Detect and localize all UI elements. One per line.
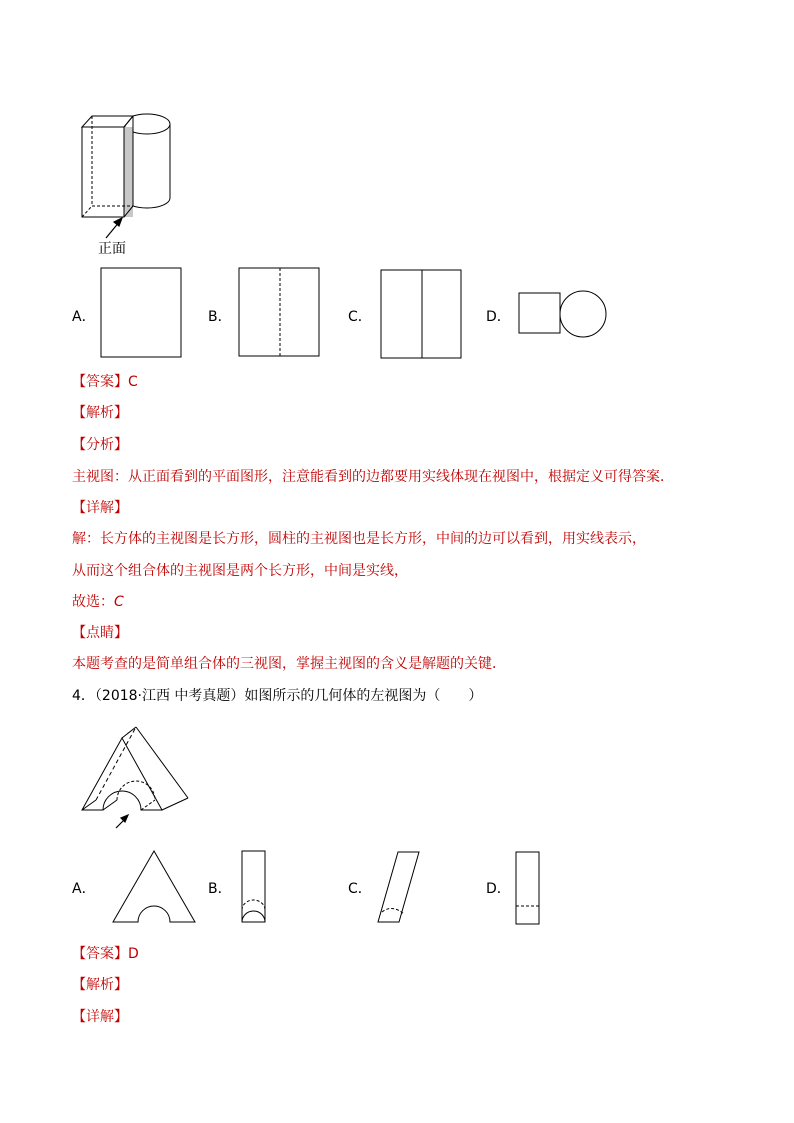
q4-jiexi-tag: 【解析】 (72, 977, 128, 993)
q3-option-a-label: A． (72, 309, 96, 325)
q3-option-b-label: B． (208, 309, 232, 325)
q3-choose-value: C (114, 594, 124, 610)
q4-option-c-parallelogram (378, 852, 419, 922)
q4-option-a-arch-triangle (113, 851, 195, 922)
q3-solution-line2: 从而这个组合体的主视图是两个长方形，中间是实线， (72, 563, 408, 579)
q4-option-b-rect-arc (242, 851, 265, 922)
q3-fenxi-tag: 【分析】 (72, 437, 128, 453)
q4-option-d-label: D． (486, 881, 511, 897)
q3-option-d-label: D． (486, 309, 511, 325)
q3-answer-tag: 【答案】 (72, 374, 128, 390)
q3-jiexi-tag: 【解析】 (72, 405, 128, 421)
q3-dianjing-text: 本题考查的是简单组合体的三视图，掌握主视图的含义是解题的关键． (72, 656, 506, 672)
q3-choose-prefix: 故选： (72, 594, 114, 610)
q3-option-c-label: C． (348, 309, 372, 325)
q4-option-a-label: A． (72, 881, 96, 897)
q3-fenxi-text: 主视图：从正面看到的平面图形，注意能看到的边都要用实线体现在视图中，根据定义可得答案． (72, 469, 674, 485)
q3-xiangjie-tag: 【详解】 (72, 500, 128, 516)
q4-question: 4．（2018·江西 中考真题）如图所示的几何体的左视图为（ ） (72, 688, 483, 704)
q4-answer-value: D (128, 946, 139, 962)
q4-option-d-rect-dashed (516, 852, 539, 924)
front-label: 正面 (98, 241, 126, 257)
q3-dianjing-tag: 【点睛】 (72, 625, 128, 641)
q4-answer-line (72, 945, 139, 963)
q4-option-b-label: B． (208, 881, 232, 897)
q4-answer-tag: 【答案】 (72, 946, 128, 962)
q3-solution-line1: 解：长方体的主视图是长方形，圆柱的主视图也是长方形，中间的边可以看到，用实线表示， (72, 531, 646, 547)
q4-xiangjie-tag: 【详解】 (72, 1009, 128, 1025)
q4-option-c-label: C． (348, 881, 372, 897)
q3-answer-value: C (128, 374, 138, 390)
